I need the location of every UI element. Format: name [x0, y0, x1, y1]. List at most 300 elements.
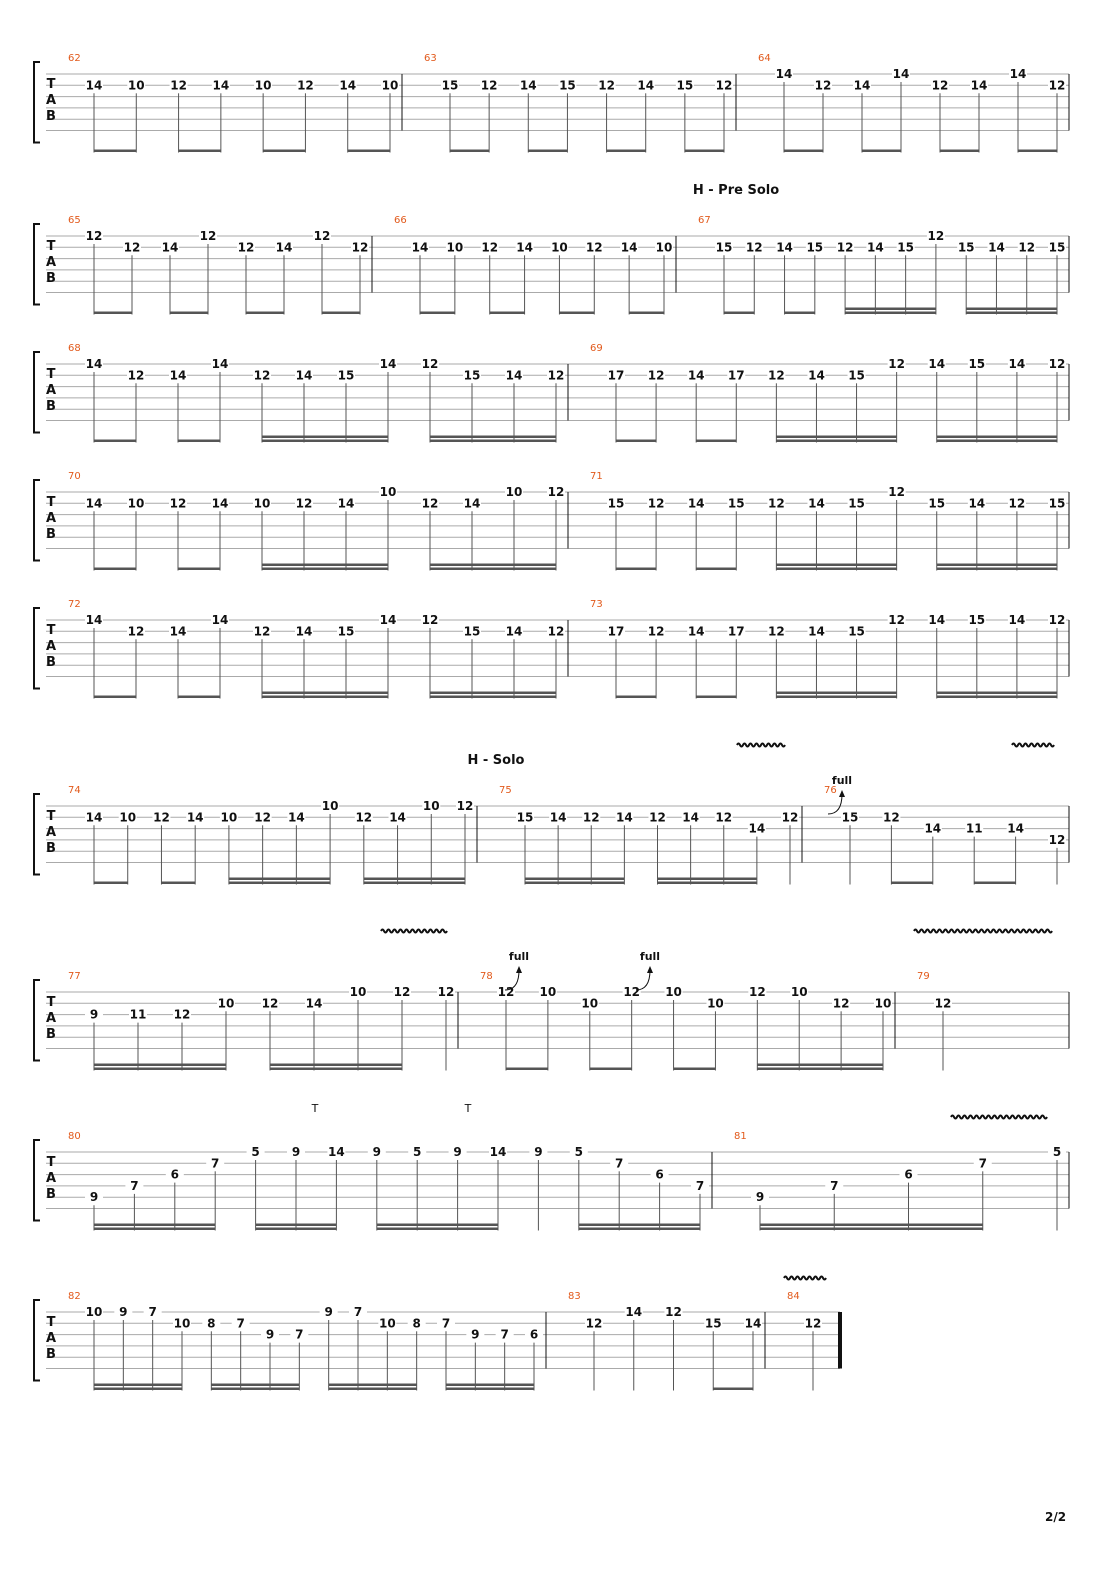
tab-clef-letter: T [46, 623, 56, 638]
fret-number: 12 [934, 996, 952, 1011]
fret-number: 12 [127, 624, 145, 639]
fret-number: 12 [585, 1316, 603, 1331]
fret-number: 14 [808, 624, 825, 639]
bend-arrowhead [839, 790, 845, 797]
beam [757, 1068, 883, 1071]
fret-number: 10 [217, 996, 235, 1011]
beam [1018, 150, 1057, 153]
beam [262, 564, 388, 567]
fret-number: 7 [695, 1178, 705, 1193]
fret-number: 7 [130, 1178, 139, 1193]
beam [966, 312, 1057, 315]
beam [263, 150, 305, 153]
beam [974, 882, 1015, 885]
beam [891, 882, 932, 885]
fret-number: 14 [1007, 821, 1024, 836]
fret-number: 12 [1048, 357, 1066, 371]
fret-number: 10 [85, 1305, 103, 1319]
fret-number: 14 [211, 496, 229, 511]
fret-number: 12 [355, 810, 373, 825]
fret-number: 12 [781, 810, 799, 825]
beam [525, 878, 624, 881]
fret-number: 14 [616, 810, 633, 825]
beam [322, 312, 360, 315]
tab-system [34, 971, 1069, 1071]
fret-number: 10 [665, 985, 682, 999]
fret-number: 5 [413, 1145, 422, 1159]
tab-clef-letter: B [46, 109, 56, 124]
beam [446, 1384, 534, 1387]
system-bracket [34, 480, 40, 561]
beam [590, 1068, 632, 1071]
fret-number: 12 [253, 624, 271, 639]
beam [170, 312, 208, 315]
measure-number: 81 [734, 1131, 747, 1142]
beam [776, 692, 896, 695]
fret-number: 12 [888, 613, 905, 627]
fret-number: 7 [500, 1327, 509, 1342]
vibrato-mark [1012, 744, 1054, 747]
bend-label: full [639, 950, 661, 963]
beam [270, 1068, 402, 1071]
tab-clef-letter: A [45, 255, 57, 270]
fret-number: 14 [505, 624, 523, 639]
fret-number: 14 [687, 496, 705, 511]
fret-number: 12 [832, 996, 850, 1011]
fret-number: 14 [411, 240, 429, 255]
fret-number: 14 [211, 613, 229, 627]
beam [940, 150, 979, 153]
beam [685, 150, 724, 153]
fret-number: 12 [547, 624, 565, 639]
beam [364, 878, 465, 881]
vibrato-mark [737, 744, 785, 747]
beam [94, 440, 136, 443]
fret-number: 15 [463, 624, 481, 639]
beam [94, 696, 136, 699]
beam [161, 882, 195, 885]
fret-number: 10 [127, 78, 145, 93]
fret-number: 12 [253, 368, 271, 383]
fret-number: 12 [480, 78, 498, 93]
fret-number: 12 [481, 240, 499, 255]
beam [446, 1388, 534, 1391]
fret-number: 14 [808, 368, 825, 383]
beam [377, 1228, 498, 1231]
fret-number: 10 [446, 240, 464, 255]
beam [696, 440, 736, 443]
fret-number: 7 [441, 1316, 451, 1331]
beam [559, 312, 594, 315]
beam [364, 882, 465, 885]
beam [94, 568, 136, 571]
fret-number: 17 [607, 368, 625, 383]
fret-number: 10 [790, 985, 808, 999]
beam [94, 1384, 182, 1387]
tab-clef-letter: B [46, 1187, 56, 1202]
fret-number: 15 [463, 368, 481, 383]
bend-label: full [508, 950, 530, 963]
measure-number: 71 [590, 471, 603, 482]
fret-number: 10 [707, 996, 724, 1011]
beam [94, 882, 128, 885]
fret-number: 15 [704, 1316, 722, 1331]
fret-number: 6 [904, 1167, 913, 1182]
section-label: H - Pre Solo [692, 183, 780, 198]
fret-number: 12 [814, 78, 832, 93]
fret-number: 7 [236, 1316, 245, 1331]
fret-number: 12 [456, 799, 474, 813]
fret-number: 15 [337, 368, 355, 383]
fret-number: 10 [655, 240, 673, 255]
fret-number: 12 [768, 496, 785, 511]
beam [757, 1064, 883, 1067]
beam [430, 692, 556, 695]
fret-number: 12 [295, 496, 313, 511]
beam [262, 440, 388, 443]
fret-number: 15 [1048, 240, 1066, 255]
fret-number: 14 [776, 240, 793, 255]
beam [430, 564, 556, 567]
beam [430, 440, 556, 443]
measure-number: 68 [68, 343, 81, 354]
tab-clef-letter: T [46, 495, 56, 510]
fret-number: 14 [339, 78, 357, 93]
beam [270, 1064, 402, 1067]
fret-number: 7 [211, 1156, 220, 1171]
beam [229, 882, 330, 885]
fret-number: 11 [965, 821, 983, 836]
beam [420, 312, 455, 315]
system-bracket [34, 980, 40, 1061]
fret-number: 12 [888, 357, 905, 371]
tab-clef-letter: A [45, 383, 57, 398]
fret-number: 9 [265, 1327, 275, 1342]
fret-number: 9 [453, 1145, 462, 1159]
bend-arrowhead [516, 966, 522, 973]
fret-number: 12 [715, 810, 733, 825]
fret-number: 10 [127, 496, 145, 511]
measure-number: 65 [68, 215, 81, 226]
fret-number: 10 [874, 996, 892, 1011]
fret-number: 12 [199, 229, 217, 243]
beam [713, 1388, 753, 1391]
beam [658, 878, 757, 881]
fret-number: 12 [927, 229, 945, 243]
measure-number: 83 [568, 1291, 581, 1302]
beam [506, 1068, 548, 1071]
fret-number: 9 [89, 1007, 99, 1022]
fret-number: 14 [808, 496, 825, 511]
system-bracket [34, 62, 40, 143]
measure-number: 78 [480, 971, 493, 982]
fret-number: 8 [207, 1316, 216, 1331]
beam [430, 568, 556, 571]
fret-number: 14 [85, 613, 103, 627]
tap-mark: T [311, 1102, 319, 1115]
tab-system [34, 753, 1069, 885]
fret-number: 15 [928, 496, 946, 511]
measure-number: 66 [394, 215, 407, 226]
beam [616, 568, 656, 571]
fret-number: 14 [288, 810, 305, 825]
beam [937, 440, 1057, 443]
fret-number: 10 [378, 1316, 396, 1331]
fret-number: 14 [928, 613, 946, 627]
measure-number: 79 [917, 971, 930, 982]
fret-number: 12 [173, 1007, 191, 1022]
fret-number: 12 [313, 229, 331, 243]
fret-number: 12 [170, 78, 187, 93]
fret-number: 14 [519, 78, 537, 93]
system-bracket [34, 1300, 40, 1381]
fret-number: 12 [1018, 240, 1036, 255]
fret-number: 12 [745, 240, 763, 255]
fret-number: 9 [324, 1305, 333, 1319]
beam [262, 696, 388, 699]
beam [211, 1388, 299, 1391]
fret-number: 12 [649, 810, 666, 825]
measure-number: 77 [68, 971, 81, 982]
final-barline [838, 1312, 842, 1369]
tab-clef-letter: B [46, 399, 56, 414]
beam [178, 696, 220, 699]
fret-number: 14 [687, 368, 705, 383]
fret-number: 6 [529, 1327, 539, 1342]
beam [229, 878, 330, 881]
beam [262, 436, 388, 439]
tab-clef-letter: B [46, 527, 56, 542]
measure-number: 84 [787, 1291, 800, 1302]
tab-clef-letter: A [45, 825, 57, 840]
beam [696, 696, 736, 699]
fret-number: 14 [867, 240, 884, 255]
fret-number: 15 [607, 496, 625, 511]
fret-number: 15 [1048, 496, 1066, 511]
fret-number: 12 [169, 496, 187, 511]
fret-number: 14 [549, 810, 567, 825]
fret-number: 10 [220, 810, 238, 825]
fret-number: 12 [1048, 832, 1066, 847]
beam [674, 1068, 716, 1071]
fret-number: 12 [421, 496, 439, 511]
beam [262, 568, 388, 571]
vibrato-mark [951, 1116, 1047, 1119]
fret-number: 12 [297, 78, 314, 93]
fret-number: 14 [748, 821, 766, 836]
fret-number: 12 [768, 624, 785, 639]
fret-number: 10 [173, 1316, 191, 1331]
beam [256, 1228, 337, 1231]
fret-number: 8 [412, 1316, 421, 1331]
fret-number: 10 [253, 496, 271, 511]
fret-number: 12 [804, 1316, 822, 1331]
fret-number: 12 [123, 240, 141, 255]
fret-number: 14 [337, 496, 355, 511]
fret-number: 12 [715, 78, 733, 93]
fret-number: 9 [755, 1190, 765, 1205]
tab-clef-letter: B [46, 1027, 56, 1042]
beam [329, 1388, 417, 1391]
fret-number: 9 [89, 1190, 99, 1205]
bend-label: full [831, 774, 853, 787]
fret-number: 15 [897, 240, 914, 255]
fret-number: 12 [623, 985, 641, 999]
beam [430, 696, 556, 699]
tab-system [34, 1131, 1069, 1231]
system-bracket [34, 1140, 40, 1221]
beam [179, 150, 221, 153]
fret-number: 15 [559, 78, 576, 93]
measure-number: 69 [590, 343, 603, 354]
tab-clef-letter: T [46, 809, 56, 824]
beam [94, 1388, 182, 1391]
beam [579, 1224, 700, 1227]
fret-number: 15 [957, 240, 975, 255]
fret-number: 12 [598, 78, 615, 93]
beam [629, 312, 664, 315]
fret-number: 5 [1052, 1145, 1062, 1159]
fret-number: 12 [665, 1305, 682, 1319]
fret-number: 14 [295, 368, 313, 383]
beam [937, 696, 1057, 699]
beam [658, 882, 757, 885]
fret-number: 17 [727, 624, 745, 639]
beam [94, 1224, 215, 1227]
tab-clef-letter: A [45, 1171, 57, 1186]
beam [937, 436, 1057, 439]
fret-number: 11 [129, 1007, 147, 1022]
fret-number: 15 [806, 240, 824, 255]
fret-number: 14 [970, 78, 988, 93]
fret-number: 10 [422, 799, 440, 813]
fret-number: 14 [637, 78, 655, 93]
tab-system [34, 599, 1069, 699]
tab-clef-letter: T [46, 995, 56, 1010]
fret-number: 9 [534, 1145, 543, 1159]
fret-number: 6 [655, 1167, 664, 1182]
fret-number: 12 [931, 78, 949, 93]
fret-number: 12 [421, 357, 439, 371]
beam [696, 568, 736, 571]
beam [377, 1224, 498, 1227]
fret-number: 14 [1008, 357, 1026, 371]
fret-number: 12 [647, 496, 665, 511]
fret-number: 15 [441, 78, 459, 93]
beam [776, 568, 896, 571]
measure-number: 82 [68, 1291, 81, 1302]
fret-number: 14 [625, 1305, 643, 1319]
tab-clef-letter: B [46, 841, 56, 856]
fret-number: 12 [153, 810, 170, 825]
fret-number: 14 [853, 78, 871, 93]
beam [845, 308, 936, 311]
fret-number: 14 [744, 1316, 762, 1331]
fret-number: 12 [437, 985, 455, 999]
tab-clef-letter: A [45, 1331, 57, 1346]
fret-number: 14 [275, 240, 293, 255]
beam [94, 312, 132, 315]
beam [862, 150, 901, 153]
tab-system [34, 343, 1069, 443]
fret-number: 14 [85, 357, 103, 371]
beam [348, 150, 390, 153]
fret-number: 15 [516, 810, 534, 825]
beam [94, 1228, 215, 1231]
measure-number: 64 [758, 53, 771, 64]
fret-number: 12 [888, 485, 905, 499]
bend-arrowhead [647, 966, 653, 973]
page-number: 2/2 [1045, 1510, 1067, 1524]
fret-number: 15 [968, 357, 986, 371]
fret-number: 17 [607, 624, 625, 639]
fret-number: 12 [254, 810, 271, 825]
tab-clef-letter: A [45, 93, 57, 108]
fret-number: 7 [295, 1327, 304, 1342]
fret-number: 15 [848, 624, 865, 639]
measure-number: 62 [68, 53, 81, 64]
tab-system [34, 1291, 842, 1391]
section-label: H - Solo [467, 753, 525, 768]
fret-number: 12 [1048, 78, 1066, 93]
tab-clef-letter: B [46, 655, 56, 670]
beam [776, 564, 896, 567]
tap-mark: T [464, 1102, 472, 1115]
beam [937, 564, 1057, 567]
tab-clef-letter: B [46, 271, 56, 286]
fret-number: 17 [727, 368, 745, 383]
fret-number: 15 [715, 240, 733, 255]
fret-number: 14 [85, 78, 103, 93]
tab-clef-letter: T [46, 77, 56, 92]
fret-number: 14 [379, 613, 397, 627]
fret-number: 12 [768, 368, 785, 383]
tab-clef-letter: T [46, 1155, 56, 1170]
fret-number: 12 [85, 229, 103, 243]
system-bracket [34, 794, 40, 875]
beam [937, 568, 1057, 571]
fret-number: 14 [379, 357, 397, 371]
beam [579, 1228, 700, 1231]
fret-number: 14 [295, 624, 313, 639]
fret-number: 12 [421, 613, 439, 627]
fret-number: 9 [119, 1305, 128, 1319]
fret-number: 12 [836, 240, 854, 255]
fret-number: 14 [212, 78, 230, 93]
fret-number: 14 [1009, 67, 1027, 81]
fret-number: 7 [353, 1305, 363, 1319]
fret-number: 15 [848, 368, 865, 383]
fret-number: 12 [1048, 613, 1066, 627]
fret-number: 14 [169, 624, 187, 639]
beam [256, 1224, 337, 1227]
vibrato-mark [914, 930, 1052, 933]
tab-system [34, 471, 1069, 571]
fret-number: 12 [647, 368, 665, 383]
fret-number: 5 [251, 1145, 260, 1159]
fret-number: 10 [254, 78, 272, 93]
fret-number: 14 [775, 67, 793, 81]
beam [724, 312, 754, 315]
tab-system [34, 183, 1069, 315]
tab-system [34, 53, 1069, 153]
fret-number: 12 [547, 485, 565, 499]
fret-number: 14 [928, 357, 946, 371]
fret-number: 12 [351, 240, 369, 255]
beam [528, 150, 567, 153]
tab-clef-letter: T [46, 239, 56, 254]
fret-number: 12 [1008, 496, 1026, 511]
